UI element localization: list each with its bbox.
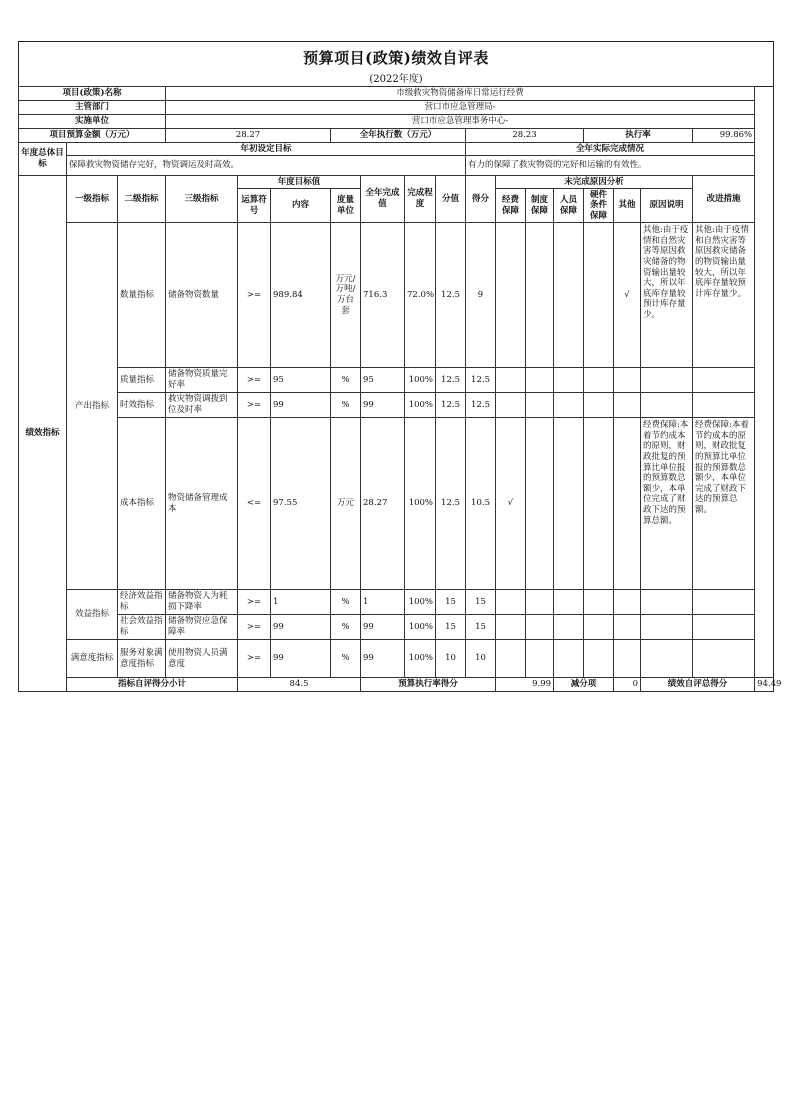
table-row [19, 368, 774, 393]
reason-other-cell [614, 590, 641, 615]
actual-cell: 1 [361, 590, 405, 615]
actual-cell: 99 [361, 640, 405, 678]
goals-text-row [19, 156, 774, 176]
reason-desc-cell: 其他:由于疫情和自然灾害等原因救灾储备的物资输出量较大，所以年底库存量较预计库存量少。 [641, 223, 693, 368]
reason-other-cell [614, 640, 641, 678]
degree-cell: 72.0% [405, 223, 436, 368]
level1-benefit: 效益指标 [67, 590, 118, 640]
header-l1: 一级指标 [67, 176, 118, 223]
reason-hardware-cell [584, 418, 614, 590]
content-cell: 97.55 [271, 418, 331, 590]
reason-staff-cell [554, 590, 584, 615]
l2-cell: 质量指标 [118, 368, 166, 393]
subtotal-label: 指标自评得分小计 [67, 678, 238, 692]
reason-fund-cell [496, 590, 526, 615]
actual-cell: 99 [361, 393, 405, 418]
reason-staff-cell [554, 368, 584, 393]
actual-cell: 95 [361, 368, 405, 393]
reason-fund-cell [496, 615, 526, 640]
budget-row [19, 129, 774, 143]
indicator-header-row-1 [19, 176, 774, 189]
unit-label: 实施单位 [19, 115, 166, 129]
improve-cell: 经费保障:本着节约成本的原则，财政批复的预算比单位报的预算数总额少，本单位完成了财政下达的预算总额。 [693, 418, 755, 590]
reason-hardware-cell [584, 640, 614, 678]
reason-desc-cell [641, 368, 693, 393]
weight-cell: 15 [436, 590, 466, 615]
table-row [19, 393, 774, 418]
reason-hardware-cell [584, 368, 614, 393]
reason-system-cell [526, 393, 554, 418]
reason-system-cell [526, 640, 554, 678]
score-cell: 10.5 [466, 418, 496, 590]
reason-staff-cell [554, 223, 584, 368]
actual-cell: 28.27 [361, 418, 405, 590]
subtotal-value: 84.5 [238, 678, 361, 692]
header-r-other: 其他 [614, 189, 641, 223]
level1-satisfaction: 满意度指标 [67, 640, 118, 678]
degree-cell: 100% [405, 640, 436, 678]
unit-cell: % [331, 590, 361, 615]
improve-cell [693, 393, 755, 418]
table-row [19, 640, 774, 678]
improve-cell [693, 368, 755, 393]
exec-score-label: 预算执行率得分 [361, 678, 496, 692]
reason-hardware-cell [584, 615, 614, 640]
weight-cell: 12.5 [436, 393, 466, 418]
info-row-project [19, 87, 774, 101]
dept-label: 主管部门 [19, 101, 166, 115]
content-cell: 989.84 [271, 223, 331, 368]
improve-cell [693, 590, 755, 615]
table-row [19, 418, 774, 590]
total-label: 绩效自评总得分 [641, 678, 755, 692]
unit-cell: % [331, 615, 361, 640]
score-cell: 9 [466, 223, 496, 368]
reason-desc-cell: 经费保障:本着节约成本的原则，财政批复的预算比单位报的预算数总额少，本单位完成了财政下达的预算总额。 [641, 418, 693, 590]
header-content: 内容 [271, 189, 331, 223]
unit-value: 营口市应急管理事务中心- [166, 115, 755, 129]
evaluation-table [18, 86, 782, 692]
header-reason-group: 未完成原因分析 [496, 176, 693, 189]
reason-fund-cell: √ [496, 418, 526, 590]
reason-system-cell [526, 615, 554, 640]
reason-desc-cell [641, 640, 693, 678]
header-r-hardware: 硬件条件保障 [584, 189, 614, 223]
unit-cell: 万元 [331, 418, 361, 590]
l2-cell: 数量指标 [118, 223, 166, 368]
info-row-unit [19, 115, 774, 129]
weight-cell: 12.5 [436, 223, 466, 368]
improve-cell [693, 615, 755, 640]
op-cell: >= [238, 368, 271, 393]
evaluation-sheet [18, 41, 782, 692]
header-unit: 度量单位 [331, 189, 361, 223]
l2-cell: 经济效益指标 [118, 590, 166, 615]
exec-score-value: 9.99 [496, 678, 554, 692]
header-actual: 全年完成值 [361, 176, 405, 223]
degree-cell: 100% [405, 418, 436, 590]
reason-other-cell [614, 393, 641, 418]
reason-other-cell [614, 615, 641, 640]
reason-hardware-cell [584, 590, 614, 615]
weight-cell: 10 [436, 640, 466, 678]
reason-system-cell [526, 418, 554, 590]
improve-cell: 其他:由于疫情和自然灾害等原因救灾储备的物资输出量较大，所以年底库存量较预计库存量少。 [693, 223, 755, 368]
reason-fund-cell [496, 368, 526, 393]
l2-cell: 时效指标 [118, 393, 166, 418]
l3-cell: 储备物资应急保障率 [166, 615, 238, 640]
reason-system-cell [526, 368, 554, 393]
info-row-dept [19, 101, 774, 115]
weight-cell: 15 [436, 615, 466, 640]
l3-cell: 使用物资人员满意度 [166, 640, 238, 678]
reason-desc-cell [641, 393, 693, 418]
reason-desc-cell [641, 590, 693, 615]
reason-fund-cell [496, 640, 526, 678]
title-block [18, 41, 774, 86]
l3-cell: 储备物资人为耗损下降率 [166, 590, 238, 615]
reason-staff-cell [554, 418, 584, 590]
project-label: 项目(政策)名称 [19, 87, 166, 101]
reason-fund-cell [496, 223, 526, 368]
reason-staff-cell [554, 615, 584, 640]
l3-cell: 储备物资质量完好率 [166, 368, 238, 393]
improve-cell [693, 640, 755, 678]
op-cell: >= [238, 640, 271, 678]
perf-label: 绩效指标 [19, 176, 67, 692]
score-cell: 15 [466, 615, 496, 640]
actual-cell: 99 [361, 615, 405, 640]
budget-value: 28.27 [166, 129, 331, 143]
footer-row [19, 678, 774, 692]
dept-value: 营口市应急管理局- [166, 101, 755, 115]
reason-system-cell [526, 223, 554, 368]
score-cell: 10 [466, 640, 496, 678]
weight-cell: 12.5 [436, 368, 466, 393]
goals-set-text: 保障救灾物资储存完好，物资调运及时高效。 [67, 156, 466, 176]
total-value: 94.49 [755, 678, 774, 692]
header-l2: 二级指标 [118, 176, 166, 223]
content-cell: 99 [271, 393, 331, 418]
header-target-group: 年度目标值 [238, 176, 361, 189]
exec-value: 28.23 [466, 129, 584, 143]
op-cell: >= [238, 615, 271, 640]
content-cell: 95 [271, 368, 331, 393]
degree-cell: 100% [405, 615, 436, 640]
score-cell: 12.5 [466, 393, 496, 418]
reason-other-cell [614, 418, 641, 590]
score-cell: 15 [466, 590, 496, 615]
degree-cell: 100% [405, 393, 436, 418]
l3-cell: 救灾物资调拨到位及时率 [166, 393, 238, 418]
budget-label: 项目预算金额（万元） [19, 129, 166, 143]
content-cell: 99 [271, 615, 331, 640]
exec-label: 全年执行数（万元） [331, 129, 466, 143]
unit-cell: % [331, 368, 361, 393]
goals-header-row [19, 143, 774, 156]
page-year: (2022年度) [369, 74, 423, 85]
reason-other-cell: √ [614, 223, 641, 368]
op-cell: <= [238, 418, 271, 590]
op-cell: >= [238, 590, 271, 615]
reason-hardware-cell [584, 393, 614, 418]
op-cell: >= [238, 223, 271, 368]
rate-label: 执行率 [584, 129, 693, 143]
weight-cell: 12.5 [436, 418, 466, 590]
reason-system-cell [526, 590, 554, 615]
reason-fund-cell [496, 393, 526, 418]
header-r-desc: 原因说明 [641, 189, 693, 223]
l3-cell: 物资储备管理成本 [166, 418, 238, 590]
deduct-label: 减分项 [554, 678, 614, 692]
degree-cell: 100% [405, 368, 436, 393]
deduct-value: 0 [614, 678, 641, 692]
page-title: 预算项目(政策)绩效自评表 [303, 49, 489, 67]
unit-cell: % [331, 393, 361, 418]
l3-cell: 储备物资数量 [166, 223, 238, 368]
rate-value: 99.86% [693, 129, 755, 143]
header-r-fund: 经费保障 [496, 189, 526, 223]
reason-desc-cell [641, 615, 693, 640]
header-op: 运算符号 [238, 189, 271, 223]
goals-set-header: 年初设定目标 [67, 143, 466, 156]
l2-cell: 服务对象满意度指标 [118, 640, 166, 678]
score-cell: 12.5 [466, 368, 496, 393]
degree-cell: 100% [405, 590, 436, 615]
reason-staff-cell [554, 640, 584, 678]
unit-cell: 万元/万吨/万台套 [331, 223, 361, 368]
op-cell: >= [238, 393, 271, 418]
reason-other-cell [614, 368, 641, 393]
header-weight: 分值 [436, 176, 466, 223]
l2-cell: 社会效益指标 [118, 615, 166, 640]
header-degree: 完成程度 [405, 176, 436, 223]
goals-row-label: 年度总体目标 [19, 143, 67, 176]
header-l3: 三级指标 [166, 176, 238, 223]
content-cell: 99 [271, 640, 331, 678]
table-row [19, 615, 774, 640]
reason-hardware-cell [584, 223, 614, 368]
unit-cell: % [331, 640, 361, 678]
header-improve: 改进措施 [693, 176, 755, 223]
header-r-staff: 人员保障 [554, 189, 584, 223]
goals-actual-text: 有力的保障了救灾物资的完好和运输的有效性。 [466, 156, 755, 176]
project-value: 市级救灾物资储备库日常运行经费 [166, 87, 755, 101]
content-cell: 1 [271, 590, 331, 615]
table-row [19, 223, 774, 368]
level1-output: 产出指标 [67, 223, 118, 590]
header-score: 得分 [466, 176, 496, 223]
reason-staff-cell [554, 393, 584, 418]
table-row [19, 590, 774, 615]
goals-actual-header: 全年实际完成情况 [466, 143, 755, 156]
actual-cell: 716.3 [361, 223, 405, 368]
header-r-system: 制度保障 [526, 189, 554, 223]
l2-cell: 成本指标 [118, 418, 166, 590]
